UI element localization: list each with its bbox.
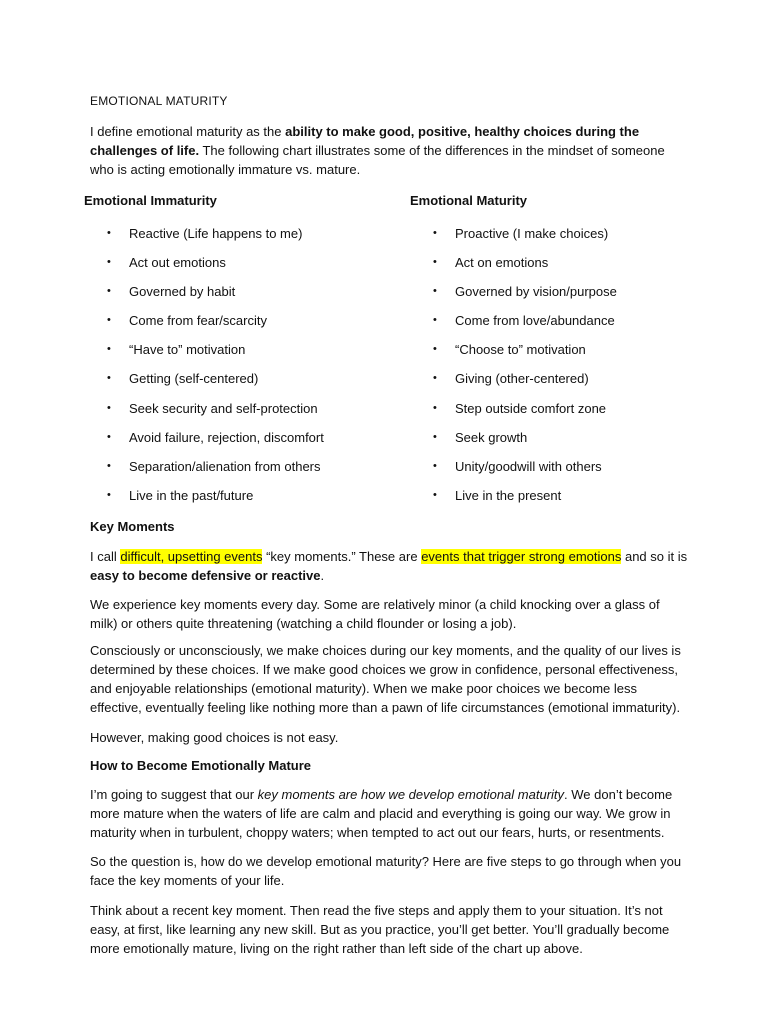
km-text-a: I call: [90, 549, 121, 564]
list-item-text: Avoid failure, rejection, discomfort: [129, 429, 324, 445]
list-item-text: Reactive (Life happens to me): [129, 226, 303, 241]
list-item-text: Come from love/abundance: [455, 313, 615, 329]
list-item: [107, 457, 407, 486]
km-highlight-1: difficult, upsetting events: [120, 549, 263, 564]
list-item: [433, 428, 733, 457]
how-to-paragraph-1: [90, 785, 690, 842]
intro-text-pre: I define emotional maturity as the: [90, 124, 286, 139]
list-item-text: Seek security and self-protection: [129, 400, 318, 416]
list-item: [433, 224, 733, 253]
key-moments-paragraph-2: We experience key moments every day. Some are relatively minor (a child knocking over a glass of milk) or others quite threatening (watching a child flounder or losing a job).: [90, 597, 660, 631]
bullet-icon: •: [107, 401, 111, 414]
list-item: [433, 369, 733, 398]
bullet-icon: •: [107, 314, 111, 327]
list-item-text: Seek growth: [455, 429, 528, 445]
key-moments-paragraph-3: Consciously or unconsciously, we make choices during our key moments, and the quality of our lives is determined by these choices. If we make good choices we grow in confidence, personal effectiveness, and enjoyable relationships (emotional maturity). When we make poor choices we become less effective, eventually feeling like nothing more than a pawn of life circumstances (emotional immaturity).: [90, 643, 681, 715]
list-item: [107, 224, 407, 253]
list-item-text: Giving (other-centered): [455, 371, 589, 387]
bullet-icon: •: [433, 459, 437, 472]
list-item: [107, 486, 407, 515]
intro-text-bold: ability to make good, positive, healthy choices during the challenges of life.: [90, 124, 640, 158]
list-item-text: Governed by vision/purpose: [455, 284, 617, 300]
list-item-text: Separation/alienation from others: [129, 458, 321, 474]
list-item-text: Proactive (I make choices): [455, 226, 609, 241]
km-text-c: and so it is: [621, 549, 688, 564]
km-text-bold: easy to become defensive or reactive: [90, 568, 321, 583]
list-item: [433, 340, 733, 369]
list-item: [107, 282, 407, 311]
list-item: [433, 399, 733, 428]
document-title: EMOTIONAL MATURITY: [90, 94, 228, 108]
list-item: [107, 399, 407, 428]
bullet-icon: •: [433, 401, 437, 414]
how-text-italic: key moments are how we develop emotional maturity: [257, 787, 565, 802]
intro-paragraph: [90, 122, 690, 179]
how-text-a: I’m going to suggest that our: [90, 787, 258, 802]
list-item: [107, 253, 407, 282]
bullet-icon: •: [433, 430, 437, 443]
list-item: [433, 311, 733, 340]
bullet-icon: •: [433, 314, 437, 327]
how-to-heading: How to Become Emotionally Mature: [90, 758, 312, 773]
how-text-b: . We don’t become more mature when the waters of life are calm and placid and everything is going our way. We grow in maturity when in turbulent, choppy waters; when tempted to act out our fears, hurts, or resentments.: [90, 787, 673, 840]
key-moments-heading: Key Moments: [90, 519, 175, 534]
list-item-text: “Have to” motivation: [129, 342, 246, 358]
bullet-icon: •: [107, 488, 111, 501]
list-item: [433, 282, 733, 311]
immaturity-heading: Emotional Immaturity: [84, 193, 217, 208]
list-item-text: Live in the past/future: [129, 487, 254, 503]
bullet-icon: •: [433, 372, 437, 385]
key-moments-paragraph-1: [90, 547, 690, 585]
bullet-icon: •: [107, 285, 111, 298]
list-item: [433, 457, 733, 486]
km-highlight-2: events that trigger strong emotions: [421, 549, 622, 564]
maturity-heading: Emotional Maturity: [410, 193, 528, 208]
bullet-icon: •: [433, 227, 437, 239]
list-item-text: Getting (self-centered): [129, 371, 259, 387]
list-item-text: Act out emotions: [129, 255, 226, 271]
bullet-icon: •: [433, 343, 437, 356]
immaturity-list: [107, 224, 407, 515]
list-item-text: “Choose to” motivation: [455, 342, 586, 358]
list-item-text: Governed by habit: [129, 284, 236, 300]
list-item-text: Step outside comfort zone: [455, 400, 607, 416]
bullet-icon: •: [107, 227, 111, 239]
key-moments-paragraph-4: However, making good choices is not easy.: [90, 730, 339, 745]
maturity-list: [433, 224, 733, 515]
list-item: [433, 253, 733, 282]
bullet-icon: •: [107, 372, 111, 385]
bullet-icon: •: [433, 488, 437, 501]
bullet-icon: •: [107, 343, 111, 356]
bullet-icon: •: [107, 459, 111, 472]
list-item: [107, 428, 407, 457]
list-item: [433, 486, 733, 515]
list-item-text: Act on emotions: [455, 255, 549, 271]
list-item-text: Come from fear/scarcity: [129, 313, 267, 329]
list-item-text: Unity/goodwill with others: [455, 458, 602, 474]
km-text-d: .: [320, 568, 325, 583]
list-item-text: Live in the present: [455, 487, 562, 503]
list-item: [107, 340, 407, 369]
intro-text-post: The following chart illustrates some of the differences in the mindset of someone who is acting emotionally immature vs. mature.: [90, 143, 665, 177]
bullet-icon: •: [107, 256, 111, 269]
list-item: [107, 369, 407, 398]
bullet-icon: •: [107, 430, 111, 443]
bullet-icon: •: [433, 256, 437, 269]
km-text-b: “key moments.” These are: [262, 549, 422, 564]
bullet-icon: •: [433, 285, 437, 298]
list-item: [107, 311, 407, 340]
how-to-paragraph-2: So the question is, how do we develop emotional maturity? Here are five steps to go through when you face the key moments of your life.: [90, 854, 682, 888]
how-to-paragraph-3: Think about a recent key moment. Then read the five steps and apply them to your situation. It’s not easy, at first, like learning any new skill. But as you practice, you’ll get better. You’ll gradually become more emotionally mature, living on the right rather than left side of the chart up above.: [90, 903, 670, 956]
